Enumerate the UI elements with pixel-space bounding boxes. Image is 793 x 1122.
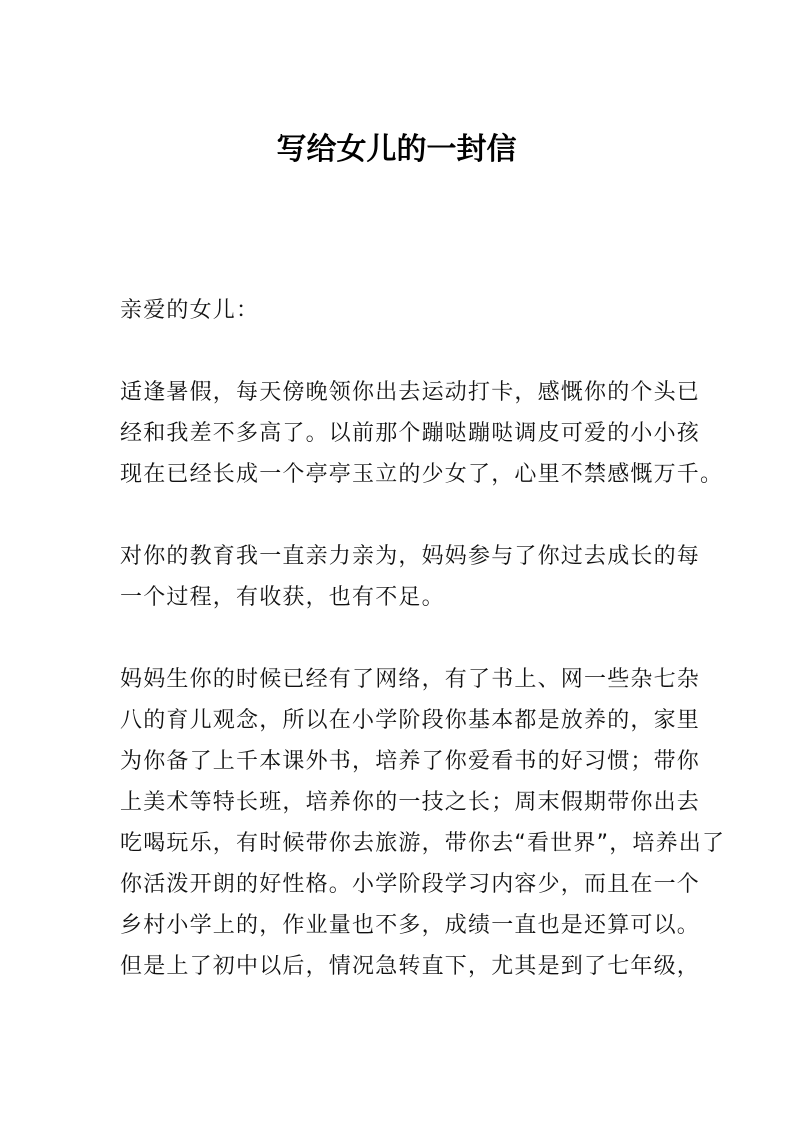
salutation: 亲爱的女儿：: [120, 298, 260, 323]
paragraph-line: 妈妈生你的时候已经有了网络，有了书上、网一些杂七杂: [120, 667, 701, 692]
paragraph-line: 你活泼开朗的好性格。小学阶段学习内容少，而且在一个: [120, 872, 701, 897]
paragraph-line: 乡村小学上的，作业量也不多，成绩一直也是还算可以。: [120, 913, 701, 938]
paragraph-line: 上美术等特长班，培养你的一技之长；周末假期带你出去: [120, 790, 701, 815]
paragraph-line: 对你的教育我一直亲力亲为，妈妈参与了你过去成长的每: [120, 544, 701, 569]
paragraph-spacer: [120, 331, 676, 372]
paragraph-line: 适逢暑假，每天傍晚领你出去运动打卡，感慨你的个头已: [120, 380, 701, 405]
paragraph-line: 吃喝玩乐，有时候带你去旅游，带你去“看世界”，培养出了: [120, 831, 726, 856]
paragraph-line: 八的育儿观念，所以在小学阶段你基本都是放养的，家里: [120, 708, 701, 733]
paragraph-3: [120, 659, 726, 987]
paragraph-spacer: [120, 495, 676, 536]
paragraph-2: [120, 536, 701, 618]
paragraph-line: 经和我差不多高了。以前那个蹦哒蹦哒调皮可爱的小小孩: [120, 421, 701, 446]
paragraph-line: 为你备了上千本课外书，培养了你爱看书的好习惯；带你: [120, 749, 701, 774]
document-title: 写给女儿的一封信: [276, 132, 517, 167]
paragraph-line: 现在已经长成一个亭亭玉立的少女了，心里不禁感慨万千。: [120, 462, 724, 487]
paragraph-1: [120, 372, 724, 495]
paragraph-line: 一个过程，有收获，也有不足。: [120, 585, 445, 610]
letter-body: [120, 290, 726, 987]
paragraph-spacer: [120, 618, 676, 659]
paragraph-line: 但是上了初中以后，情况急转直下，尤其是到了七年级，: [120, 954, 701, 979]
